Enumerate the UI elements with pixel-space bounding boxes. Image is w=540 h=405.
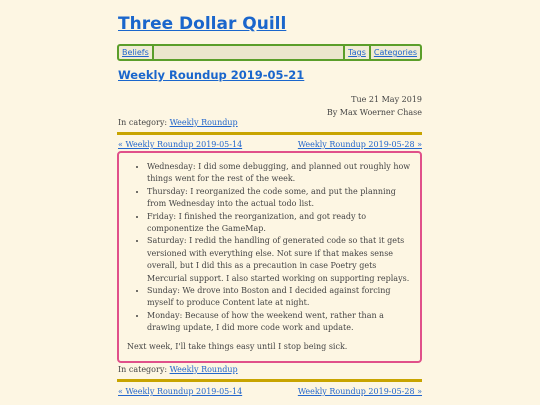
roundup-list — [127, 161, 412, 335]
category-prefix: In category: — [118, 365, 170, 374]
category-line-bottom — [118, 365, 238, 374]
post-title[interactable]: Weekly Roundup 2019-05-21 — [118, 68, 305, 82]
next-post-link[interactable]: Weekly Roundup 2019-05-28 » — [297, 387, 422, 396]
divider-bottom — [117, 379, 422, 382]
list-item: • Sunday: We drove into Boston and I decided against forcing myself to produce Content late at night. — [147, 285, 412, 310]
post-author: By Max Woerner Chase — [326, 108, 422, 117]
post-content — [117, 151, 422, 363]
category-link[interactable]: Weekly Roundup — [169, 365, 238, 374]
list-item: • Thursday: I reorganized the code some, and put the planning from Wednesday into the actual todo list. — [147, 186, 412, 211]
list-item: • Saturday: I redid the handling of generated code so that it gets versioned with everything else. Not sure if that makes sense overall, but I did this as a precaution in case Poetry gets Mercurial support. I also started working on supporting replays. — [147, 235, 412, 285]
closing-paragraph: Next week, I'll take things easy until I stop being sick. — [127, 341, 348, 351]
nav-tags-link[interactable]: Tags — [348, 48, 366, 57]
pager-top — [118, 140, 422, 149]
category-link[interactable]: Weekly Roundup — [169, 118, 238, 127]
post-date: Tue 21 May 2019 — [351, 95, 422, 104]
prev-post-link[interactable]: « Weekly Roundup 2019-05-14 — [118, 140, 243, 149]
prev-post-link[interactable]: « Weekly Roundup 2019-05-14 — [118, 387, 243, 396]
pager-bottom — [118, 387, 422, 396]
nav-beliefs-link[interactable]: Beliefs — [122, 48, 149, 57]
nav-bar — [117, 44, 422, 61]
list-item: • Monday: Because of how the weekend went, rather than a drawing update, I did more code work and update. — [147, 310, 412, 335]
list-item: • Wednesday: I did some debugging, and planned out roughly how things went for the rest of the week. — [147, 161, 412, 186]
site-title[interactable]: Three Dollar Quill — [118, 14, 287, 34]
next-post-link[interactable]: Weekly Roundup 2019-05-28 » — [297, 140, 422, 149]
category-prefix: In category: — [118, 118, 170, 127]
category-line-top — [118, 118, 238, 127]
nav-spacer — [154, 46, 343, 59]
divider-top — [117, 132, 422, 135]
list-item: • Friday: I finished the reorganization, and got ready to componentize the GameMap. — [147, 211, 412, 236]
nav-categories-link[interactable]: Categories — [373, 48, 417, 57]
